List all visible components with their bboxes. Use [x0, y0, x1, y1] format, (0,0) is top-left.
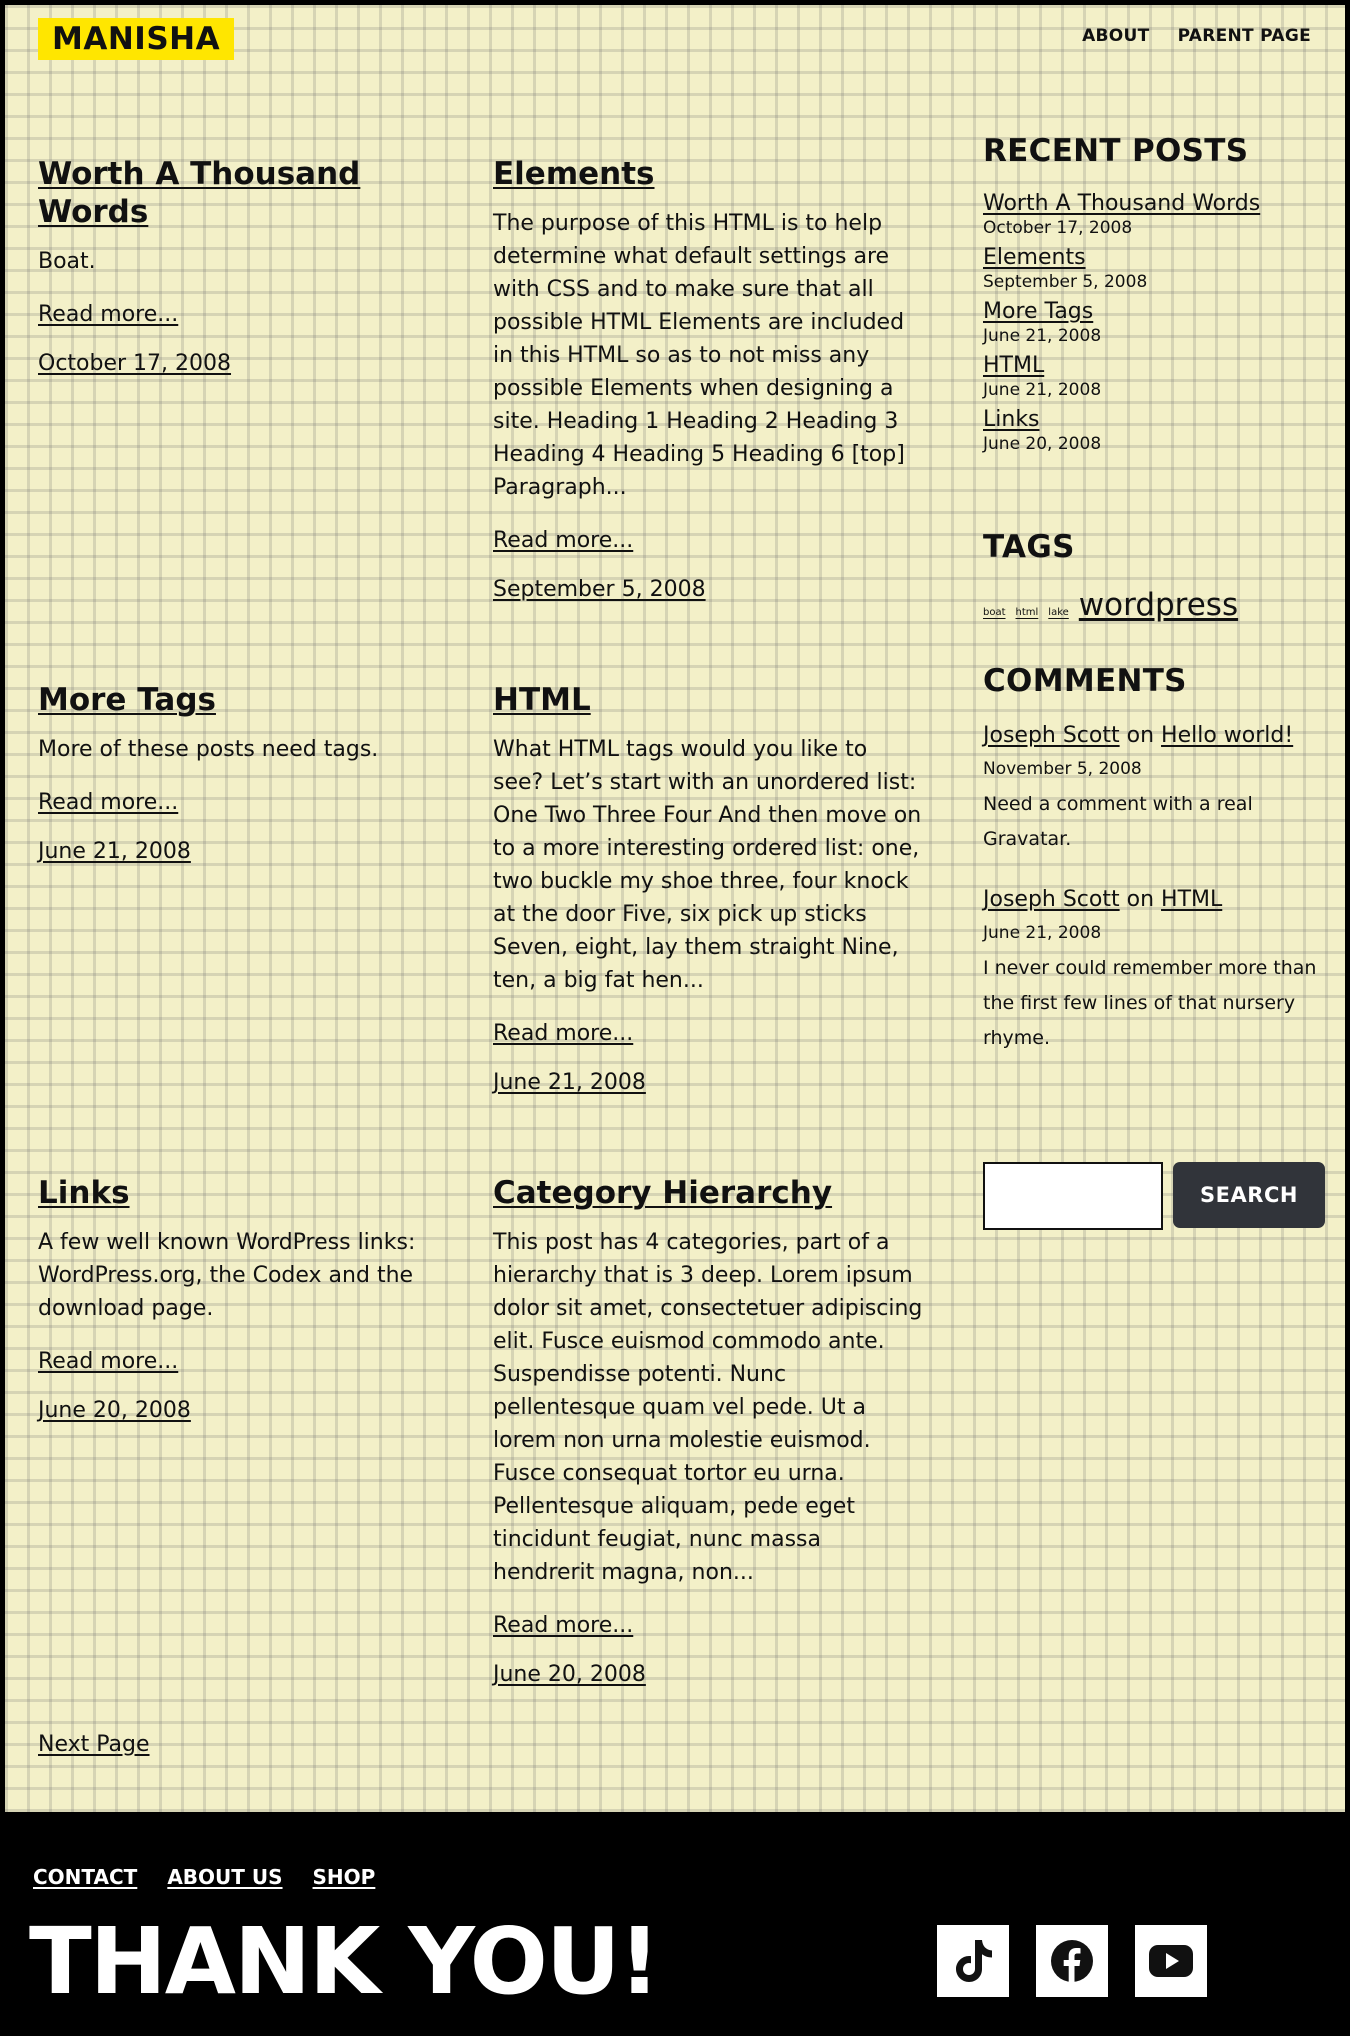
recent-post-link[interactable]: More Tags: [983, 299, 1094, 324]
recent-post-item: [983, 405, 1328, 459]
comment-text: Need a comment with a real Gravatar.: [983, 793, 1253, 850]
social-links: [937, 1925, 1207, 1997]
read-more-link[interactable]: Read more...: [38, 1349, 179, 1374]
tag-link-wordpress[interactable]: wordpress: [1078, 587, 1239, 623]
recent-post-link[interactable]: HTML: [983, 353, 1045, 378]
comment-date: November 5, 2008: [983, 759, 1142, 779]
recent-post-link[interactable]: Links: [983, 407, 1040, 432]
post-excerpt: This post has 4 categories, part of a hierarchy that is 3 deep. Lorem ipsum dolor sit amet, consectetuer adipiscing elit. Fusce euismod commodo ante. Suspendisse potenti. Nunc pellentesque quam vel pede. Ut a lorem non urna molestie euismod. Fusce consequat tortor eu urna. Pellentesque aliquam, pede eget tincidunt feugiat, nunc massa hendrerit magna, non...: [493, 1230, 923, 1585]
post-title[interactable]: Links: [38, 1175, 130, 1211]
post-date[interactable]: September 5, 2008: [493, 577, 706, 602]
post-excerpt: What HTML tags would you like to see? Let’s start with an unordered list: One Two Three Four And then move on to a more interesting ordered list: one, two buckle my shoe three, four knock at the door Five, six pick up sticks Seven, eight, lay them straight Nine, ten, a big fat hen...: [493, 737, 922, 993]
read-more-link[interactable]: Read more...: [493, 1021, 634, 1046]
post-card: [38, 1174, 468, 1423]
read-more-link[interactable]: Read more...: [493, 528, 634, 553]
search-button[interactable]: SEARCH: [1173, 1162, 1325, 1228]
recent-post-item: [983, 243, 1328, 297]
post-title[interactable]: More Tags: [38, 682, 216, 718]
comment-post-link[interactable]: Hello world!: [1161, 723, 1294, 748]
post-card: [38, 681, 468, 864]
recent-post-date: June 21, 2008: [983, 380, 1102, 400]
recent-post-date: June 20, 2008: [983, 434, 1102, 454]
post-date[interactable]: October 17, 2008: [38, 351, 232, 376]
next-page-link[interactable]: Next Page: [38, 1732, 150, 1757]
post-title[interactable]: HTML: [493, 682, 591, 718]
read-more-link[interactable]: Read more...: [493, 1613, 634, 1638]
post-excerpt: A few well known WordPress links: WordPress.org, the Codex and the download page.: [38, 1230, 416, 1321]
post-title[interactable]: Worth A Thousand Words: [38, 156, 361, 230]
footer-link-about-us[interactable]: ABOUT US: [167, 1865, 283, 1889]
comments-heading: COMMENTS: [983, 663, 1187, 699]
tag-link-lake[interactable]: lake: [1048, 607, 1069, 618]
post-date[interactable]: June 20, 2008: [493, 1662, 646, 1687]
recent-post-link[interactable]: Elements: [983, 245, 1086, 270]
comment-on-label: on: [1126, 723, 1155, 748]
tags-heading: TAGS: [983, 529, 1075, 565]
read-more-link[interactable]: Read more...: [38, 302, 179, 327]
recent-post-link[interactable]: Worth A Thousand Words: [983, 191, 1261, 216]
tag-cloud: [983, 587, 1328, 623]
post-excerpt: More of these posts need tags.: [38, 737, 379, 762]
top-nav: [1082, 26, 1311, 46]
site-logo[interactable]: MANISHA: [38, 18, 234, 60]
recent-posts-list: [983, 189, 1328, 459]
recent-post-date: September 5, 2008: [983, 272, 1148, 292]
post-card: [493, 1174, 923, 1687]
recent-post-item: [983, 351, 1328, 405]
comment-author-link[interactable]: Joseph Scott: [983, 723, 1120, 748]
comment-text: I never could remember more than the first few lines of that nursery rhyme.: [983, 957, 1317, 1049]
comment-author-link[interactable]: Joseph Scott: [983, 887, 1120, 912]
footer-big-text: THANK YOU!: [29, 1908, 659, 2015]
footer-link-contact[interactable]: CONTACT: [33, 1865, 138, 1889]
post-excerpt: The purpose of this HTML is to help determine what default settings are with CSS and to make sure that all possible HTML Elements are included in this HTML so as to not miss any possible Elements when designing a site. Heading 1 Heading 2 Heading 3 Heading 4 Heading 5 Heading 6 [top] Paragraph...: [493, 211, 905, 500]
tag-link-html[interactable]: html: [1015, 607, 1039, 618]
comment-item: [983, 721, 1328, 857]
recent-post-date: June 21, 2008: [983, 326, 1102, 346]
post-title[interactable]: Elements: [493, 156, 655, 192]
comment-on-label: on: [1126, 887, 1155, 912]
tag-link-boat[interactable]: boat: [983, 607, 1006, 618]
post-date[interactable]: June 21, 2008: [38, 839, 191, 864]
nav-about[interactable]: ABOUT: [1082, 26, 1150, 46]
recent-post-date: October 17, 2008: [983, 218, 1133, 238]
youtube-icon[interactable]: [1135, 1925, 1207, 1997]
nav-parent-page[interactable]: PARENT PAGE: [1177, 26, 1311, 46]
sidebar: [983, 133, 1328, 1056]
tiktok-icon[interactable]: [937, 1925, 1009, 1997]
post-card: [493, 155, 923, 602]
footer-nav: [33, 1865, 375, 1889]
post-title[interactable]: Category Hierarchy: [493, 1175, 833, 1211]
search-form: [983, 1162, 1325, 1230]
post-excerpt: Boat.: [38, 249, 96, 274]
recent-post-item: [983, 297, 1328, 351]
post-card: [493, 681, 923, 1095]
post-date[interactable]: June 21, 2008: [493, 1070, 646, 1095]
recent-posts-heading: RECENT POSTS: [983, 133, 1249, 169]
post-card: [38, 155, 468, 376]
search-input[interactable]: [983, 1162, 1163, 1230]
comment-post-link[interactable]: HTML: [1161, 887, 1223, 912]
read-more-link[interactable]: Read more...: [38, 790, 179, 815]
comment-date: June 21, 2008: [983, 923, 1102, 943]
comment-item: [983, 885, 1328, 1056]
recent-post-item: [983, 189, 1328, 243]
post-date[interactable]: June 20, 2008: [38, 1398, 191, 1423]
facebook-icon[interactable]: [1036, 1925, 1108, 1997]
footer-link-shop[interactable]: SHOP: [312, 1865, 376, 1889]
